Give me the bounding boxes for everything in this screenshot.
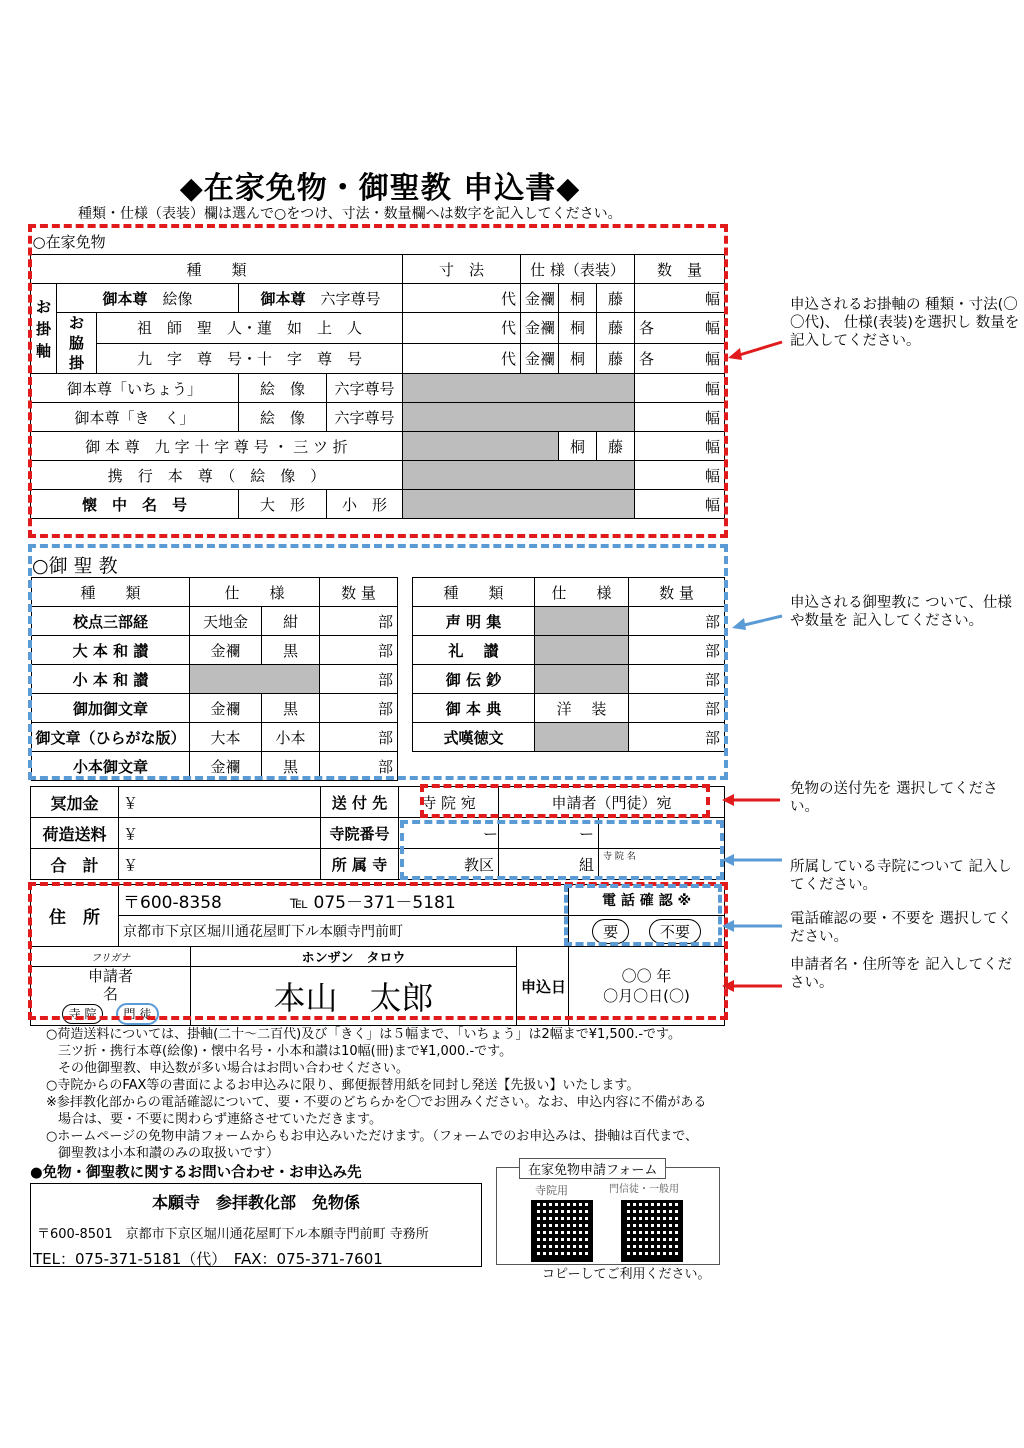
- qr-code-temple[interactable]: [531, 1200, 593, 1262]
- furigana-label: フリガナ: [31, 947, 191, 967]
- annotation-goshogyo: 申込される御聖教に ついて、仕様や数量を 記入してください。: [790, 595, 1012, 629]
- spec-option[interactable]: 黒: [262, 752, 320, 781]
- footnote: ※参拝教化部からの電話確認について、要・不要のどちらかを〇でお囲みください。なお、申込内容に不備がある: [46, 1095, 707, 1110]
- kiku-rokuji[interactable]: 六字尊号: [327, 403, 403, 432]
- temple-number-label: 寺院番号: [321, 818, 399, 849]
- spec-fuji[interactable]: 藤: [597, 343, 635, 374]
- form-qr-box: [496, 1163, 720, 1265]
- temple-name-input[interactable]: 寺 院 名: [599, 849, 725, 880]
- qty-input[interactable]: 部: [320, 694, 398, 723]
- spec-kinran[interactable]: 金襴: [521, 343, 559, 374]
- header-qty: 数 量: [320, 578, 398, 607]
- footnote: ○ホームページの免物申請フォームからもお申込みいただけます。（フォームでのお申込みは、掛軸は百代まで、: [46, 1129, 698, 1144]
- spec-kinran[interactable]: 金襴: [521, 313, 559, 344]
- qr-label-monto: 門信徒・一般用: [609, 1184, 679, 1195]
- footnote: 場合は、要・不要に関わらず連絡させていただきます。: [58, 1112, 382, 1127]
- nizukuri-label: 荷造送料: [31, 818, 119, 849]
- footnote: その他御聖教、申込数が多い場合はお問い合わせください。: [58, 1061, 410, 1076]
- address-label: 住 所: [31, 885, 119, 947]
- header-type: 種 類: [413, 578, 535, 607]
- shozokuji-label: 所 属 寺: [321, 849, 399, 880]
- spec-option[interactable]: 洋 装: [535, 694, 629, 723]
- nizukuri-input[interactable]: ￥: [119, 818, 321, 849]
- soshi-cell[interactable]: 祖 師 聖 人・蓮 如 上 人: [97, 313, 403, 344]
- qty-input[interactable]: 各 幅: [635, 313, 725, 344]
- spec-option[interactable]: 紺: [262, 607, 320, 636]
- spec-option[interactable]: 小本: [262, 723, 320, 752]
- dest-temple-option[interactable]: 寺 院 宛: [399, 787, 499, 818]
- postal-tel[interactable]: 〒600-8358 ℡ 075－371－5181: [119, 885, 569, 916]
- arrow-icon-2: [732, 612, 784, 632]
- goshogyo-highlight: [28, 544, 728, 780]
- book-name: 小 本 和 讃: [32, 665, 190, 694]
- spec-kinran[interactable]: 金襴: [521, 284, 559, 313]
- book-name: 大 本 和 讃: [32, 636, 190, 665]
- type-temple-option[interactable]: 寺 院: [62, 1004, 104, 1024]
- sofusaki-label: 送 付 先: [321, 787, 399, 818]
- header-spec: 仕 様: [535, 578, 629, 607]
- zaike-highlight: [28, 224, 728, 538]
- icho-ezo[interactable]: 絵 像: [239, 374, 327, 403]
- goshogyo-section-title: ○御 聖 教: [32, 555, 118, 577]
- owakigake-label: お脇掛: [57, 313, 97, 374]
- footnote: 御聖教は小本和讃のみの取扱いです）: [58, 1146, 280, 1161]
- spec-kiri[interactable]: 桐: [559, 284, 597, 313]
- header-qty: 数 量: [629, 578, 725, 607]
- spec-kiri[interactable]: 桐: [559, 432, 597, 461]
- arrow-icon-6: [722, 978, 784, 994]
- dest-highlight: [420, 784, 710, 818]
- type-monto-option[interactable]: 門 徒: [116, 1003, 160, 1025]
- date-label: 申込日: [517, 947, 569, 1026]
- kyoku-input[interactable]: 教区: [399, 849, 499, 880]
- icho-label: 御本尊「いちょう」: [31, 374, 239, 403]
- spec-kiri[interactable]: 桐: [559, 313, 597, 344]
- kiku-ezo[interactable]: 絵 像: [239, 403, 327, 432]
- date-input[interactable]: 〇〇 年 〇月〇日(〇): [569, 947, 725, 1026]
- spec-option[interactable]: 黒: [262, 694, 320, 723]
- address-input[interactable]: 京都市下京区堀川通花屋町下ル本願寺門前町: [119, 916, 569, 947]
- page-title: ◆在家免物・御聖教 申込書◆: [179, 171, 581, 206]
- header-type: 種 類: [31, 255, 403, 284]
- myoga-input[interactable]: ￥: [119, 787, 321, 818]
- kaichu-label: 懐 中 名 号: [31, 490, 239, 519]
- myoga-label: 冥加金: [31, 787, 119, 818]
- book-name: 礼 讃: [413, 636, 535, 665]
- book-name: 御 伝 鈔: [413, 665, 535, 694]
- header-spec: 仕 様: [190, 578, 320, 607]
- book-name: 御加御文章: [32, 694, 190, 723]
- spec-option[interactable]: 金襴: [190, 694, 262, 723]
- footnote: ○荷造送料については、掛軸(二十～二百代)及び「きく」は５幅まで、「いちょう」は2幅まで¥1,500.-です。: [46, 1027, 682, 1042]
- spec-option[interactable]: 金襴: [190, 636, 262, 665]
- spec-fuji[interactable]: 藤: [597, 284, 635, 313]
- spec-option[interactable]: 黒: [262, 636, 320, 665]
- spec-fuji[interactable]: 藤: [597, 313, 635, 344]
- qty-input[interactable]: 幅: [635, 461, 725, 490]
- book-name: 校点三部経: [32, 607, 190, 636]
- fuyo-option[interactable]: 不要: [649, 919, 701, 944]
- kumi-input[interactable]: 組: [499, 849, 599, 880]
- gohonzon-ezo-cell[interactable]: 御本尊 絵像: [57, 284, 239, 313]
- book-name: 御文章（ひらがな版）: [32, 723, 190, 752]
- qty-input[interactable]: 幅: [635, 284, 725, 313]
- book-name: 声 明 集: [413, 607, 535, 636]
- qr-label-temple: 寺院用: [535, 1184, 568, 1197]
- yo-option[interactable]: 要: [592, 919, 629, 944]
- zaike-section-title: ○在家免物: [32, 232, 106, 251]
- kaichu-kogata[interactable]: 小 形: [327, 490, 403, 519]
- arrow-icon-3: [722, 792, 782, 808]
- book-name: 式嘆徳文: [413, 723, 535, 752]
- kuji-cell[interactable]: 九 字 尊 号・十 字 尊 号: [97, 343, 403, 374]
- footnote: ○寺院からのFAX等の書面によるお申込みに限り、郵便振替用紙を同封し発送【先扱い】いたします。: [46, 1078, 640, 1093]
- annotation-destination: 免物の送付先を 選択してください。: [790, 781, 998, 815]
- qr-code-monto[interactable]: [621, 1200, 683, 1262]
- contact-box: [30, 1183, 482, 1267]
- kiku-label: 御本尊「き く」: [31, 403, 239, 432]
- arrow-icon-5: [722, 918, 784, 934]
- qty-input[interactable]: 部: [320, 607, 398, 636]
- qty-input[interactable]: 部: [629, 665, 725, 694]
- qty-input[interactable]: 部: [629, 694, 725, 723]
- form-title: 在家免物申請フォーム: [519, 1158, 666, 1179]
- gokei-input[interactable]: ￥: [119, 849, 321, 880]
- header-type: 種 類: [32, 578, 190, 607]
- size-input[interactable]: 代: [403, 313, 521, 344]
- mitsuori-label: 御 本 尊 九 字 十 字 尊 号 ・ 三 ツ 折: [31, 432, 403, 461]
- annotation-applicant: 申請者名・住所等を 記入してください。: [790, 957, 1013, 991]
- applicant-name-input[interactable]: 本山 太郎: [191, 967, 517, 1026]
- spec-option[interactable]: 天地金: [190, 607, 262, 636]
- qty-input[interactable]: 部: [320, 723, 398, 752]
- contact-phone: TEL：075-371-5181（代） FAX：075-371-7601: [33, 1250, 383, 1268]
- dest-applicant-option[interactable]: 申請者（門徒）宛: [499, 787, 725, 818]
- instructions: 種類・仕様（表装）欄は選んで○をつけ、寸法・数量欄へは数字を記入してください。: [78, 206, 622, 222]
- kaichu-ogata[interactable]: 大 形: [239, 490, 327, 519]
- applicant-name-label: 申請者 名 寺 院 門 徒: [31, 967, 191, 1026]
- header-spec: 仕 様（表装）: [521, 255, 635, 284]
- temple-highlight: [400, 820, 724, 880]
- temple-number-input[interactable]: ー: [499, 818, 599, 849]
- qty-input[interactable]: 部: [320, 665, 398, 694]
- spec-fuji[interactable]: 藤: [597, 432, 635, 461]
- keiko-label: 携 行 本 尊 （ 絵 像 ）: [31, 461, 403, 490]
- phone-confirm-label: 電 話 確 認 ※: [569, 885, 725, 916]
- annotation-kakejiku: 申込されるお掛軸の 種類・寸法(〇〇代)、 仕様(表装)を選択し 数量を記入してください。: [790, 297, 1020, 349]
- size-input[interactable]: 代: [403, 284, 521, 313]
- qty-input[interactable]: 幅: [635, 403, 725, 432]
- gokei-label: 合 計: [31, 849, 119, 880]
- contact-address: 〒600-8501 京都市下京区堀川通花屋町下ル本願寺門前町 寺務所: [37, 1227, 429, 1242]
- qty-input[interactable]: 部: [320, 636, 398, 665]
- contact-org: 本願寺 参拝教化部 免物係: [151, 1193, 360, 1212]
- contact-heading: ●免物・御聖教に関するお問い合わせ・お申込み先: [30, 1165, 362, 1181]
- spec-kiri[interactable]: 桐: [559, 343, 597, 374]
- qty-input[interactable]: 幅: [635, 490, 725, 519]
- phone-confirm-highlight: [564, 884, 722, 946]
- footnote: 三ツ折・携行本尊(絵像)・懐中名号・小本和讃は10幅(冊)まで¥1,000.-です。: [58, 1044, 513, 1059]
- icho-rokuji[interactable]: 六字尊号: [327, 374, 403, 403]
- header-qty: 数 量: [635, 255, 725, 284]
- gohonzon-rokuji-cell[interactable]: 御本尊 六字尊号: [239, 284, 403, 313]
- qty-input[interactable]: 幅: [635, 432, 725, 461]
- qty-input[interactable]: 各 幅: [635, 343, 725, 374]
- temple-number-input[interactable]: ー: [399, 818, 499, 849]
- copy-note: コピーしてご利用ください。: [542, 1267, 711, 1282]
- annotation-temple: 所属している寺院について 記入してください。: [790, 859, 1012, 893]
- okakejiku-label: お掛軸: [31, 284, 57, 374]
- book-name: 御 本 典: [413, 694, 535, 723]
- annotation-phone: 電話確認の要・不要を 選択してください。: [790, 911, 1013, 945]
- spec-option[interactable]: 金襴: [190, 752, 262, 781]
- qty-input[interactable]: 幅: [635, 374, 725, 403]
- arrow-icon-1: [728, 338, 784, 362]
- furigana-input[interactable]: ホンザン タロウ: [191, 947, 517, 967]
- size-input[interactable]: 代: [403, 343, 521, 374]
- qty-input[interactable]: 部: [629, 636, 725, 665]
- qty-input[interactable]: 部: [629, 723, 725, 752]
- qty-input[interactable]: 部: [320, 752, 398, 781]
- header-size: 寸 法: [403, 255, 521, 284]
- arrow-icon-4: [722, 852, 784, 868]
- spec-option[interactable]: 大本: [190, 723, 262, 752]
- qty-input[interactable]: 部: [629, 607, 725, 636]
- book-name: 小本御文章: [32, 752, 190, 781]
